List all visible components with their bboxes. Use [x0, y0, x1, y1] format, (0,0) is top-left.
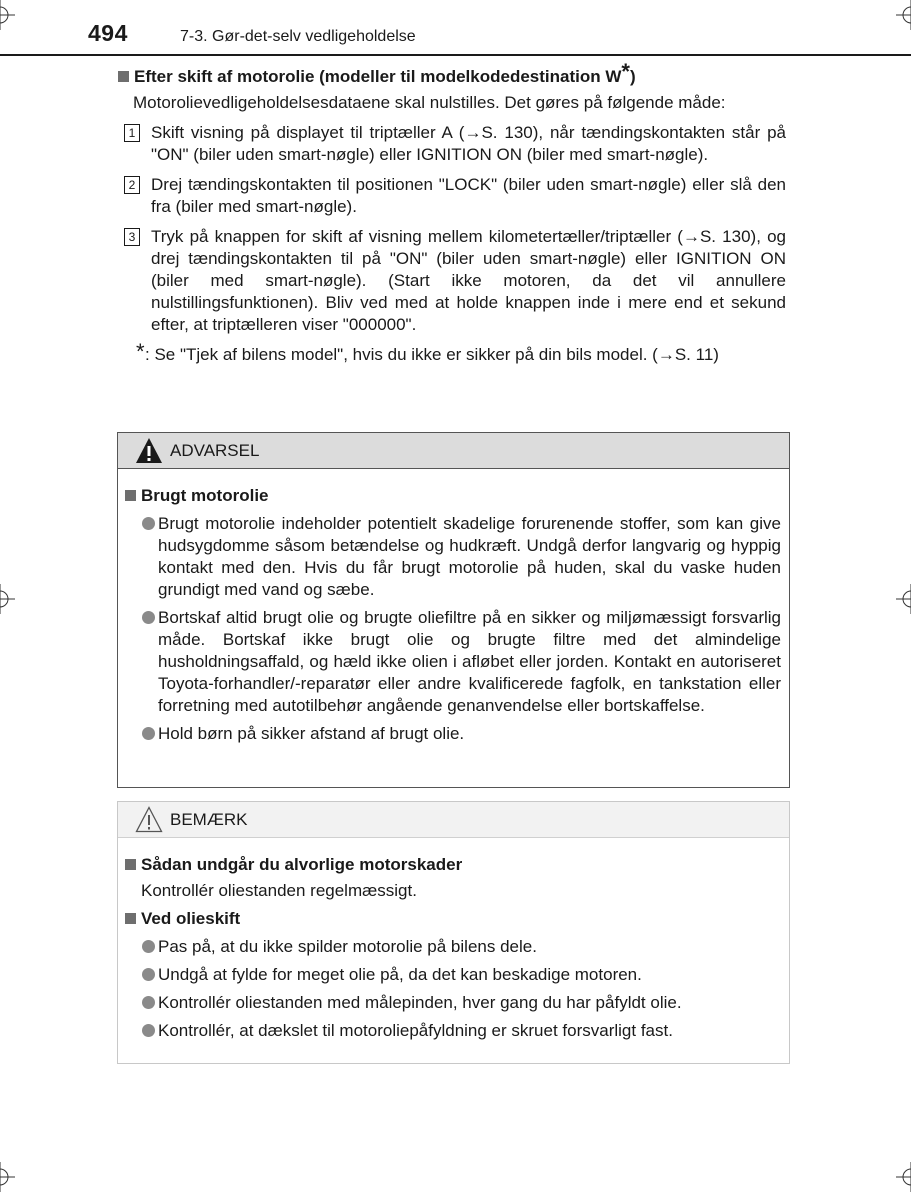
page-number: 494 — [88, 20, 128, 46]
registration-crosshair-icon — [0, 584, 15, 614]
round-bullet-icon — [142, 996, 155, 1009]
footnote — [118, 339, 786, 366]
step-text: Skift visning på displayet til triptæller A (→S. 130), når tændingskontakten står på "ON" (biler uden smart-nøgle) eller IGNITION ON (biler med smart-nøgle). — [151, 123, 786, 164]
warning-body — [118, 469, 789, 745]
registration-crosshair-icon — [0, 1162, 15, 1192]
registration-crosshair-icon — [896, 1162, 911, 1192]
notice-box — [117, 801, 790, 1064]
notice-heading-text: Sådan undgår du alvorlige motorskader — [141, 855, 463, 874]
notice-label: BEMÆRK — [170, 810, 248, 829]
registration-crosshair-icon — [896, 0, 911, 30]
notice-heading — [125, 908, 781, 930]
warning-label: ADVARSEL — [170, 441, 260, 460]
warning-box-header — [118, 433, 789, 469]
list-item-text: Undgå at fylde for meget olie på, da det kan beskadige motoren. — [158, 965, 642, 984]
section-title: 7-3. Gør-det-selv vedligeholdelse — [180, 28, 416, 45]
list-item-text: Pas på, at du ikke spilder motorolie på bilens dele. — [158, 937, 537, 956]
heading-close: ) — [629, 67, 636, 86]
list-item-text: Kontrollér, at dækslet til motoroliepåfyldning er skruet forsvarligt fast. — [158, 1021, 673, 1040]
list-item — [125, 723, 781, 745]
list-item — [125, 992, 781, 1014]
heading-text: Efter skift af motorolie (modeller til modelkodedestination W — [134, 67, 622, 86]
notice-box-header — [118, 802, 789, 838]
warning-heading — [125, 485, 781, 507]
list-item-text: Kontrollér oliestanden med målepinden, hver gang du har påfyldt olie. — [158, 993, 682, 1012]
asterisk-mark: * — [621, 59, 630, 84]
procedure-step — [118, 122, 786, 166]
square-bullet-icon — [125, 490, 136, 501]
step-text: Tryk på knappen for skift af visning mellem kilometertæller/triptæller (→S. 130), og drej tændingskontakten til på "ON" (biler uden smart-nøgle) eller IGNITION ON (biler med smart-nøgle). (Start ikke motoren, da det vil annullere nulstillingsfunktionen). Bliv ved med at holde knappen inde i mere end et sekund efter, at triptælleren viser "000000". — [151, 227, 786, 334]
intro-paragraph: Motorolievedligeholdelsesdataene skal nulstilles. Det gøres på følgende måde: — [133, 93, 726, 112]
warning-triangle-filled-icon — [135, 437, 163, 464]
round-bullet-icon — [142, 1024, 155, 1037]
step-number: 1 — [124, 124, 140, 142]
list-item — [125, 607, 781, 717]
step-number: 2 — [124, 176, 140, 194]
list-item — [125, 513, 781, 601]
warning-heading-text: Brugt motorolie — [141, 486, 269, 505]
round-bullet-icon — [142, 940, 155, 953]
footnote-asterisk: * — [136, 339, 145, 364]
footnote-text: : Se "Tjek af bilens model", hvis du ikke er sikker på din bils model. (→S. 11) — [145, 345, 719, 364]
procedure-step — [118, 174, 786, 218]
section-heading — [118, 59, 786, 88]
list-item-text: Brugt motorolie indeholder potentielt skadelige forurenende stoffer, som kan give hudsygdomme såsom betændelse og hudkræft. Undgå derfor langvarig og hyppig kontakt med den. Hvis du får brugt motorolie på huden, skal du vaske huden grundigt med vand og sæbe. — [158, 514, 781, 599]
registration-crosshair-icon — [0, 0, 15, 30]
notice-text: Kontrollér oliestanden regelmæssigt. — [141, 881, 417, 900]
round-bullet-icon — [142, 968, 155, 981]
warning-list — [125, 513, 781, 745]
notice-heading — [125, 854, 781, 876]
notice-heading-text: Ved olieskift — [141, 909, 241, 928]
square-bullet-icon — [125, 859, 136, 870]
list-item-text: Hold børn på sikker afstand af brugt olie. — [158, 724, 465, 743]
round-bullet-icon — [142, 611, 155, 624]
procedure-step — [118, 226, 786, 336]
list-item-text: Bortskaf altid brugt olie og brugte oliefiltre på en sikker og miljømæssigt forsvarlig måde. Bortskaf ikke brugt olie og brugte filtre med det almindelige husholdningsaffald, og hæld ikke olien i afløbet eller jorden. Kontakt en autoriseret Toyota-forhandler/-reparatør eller andre kvalificerede fagfolk, en tankstation eller forretning med autotilbehør angående genanvendelse eller bortskaffelse. — [158, 608, 781, 715]
notice-list — [125, 936, 781, 1042]
list-item — [125, 964, 781, 986]
square-bullet-icon — [125, 913, 136, 924]
header-divider — [0, 54, 911, 56]
main-content — [118, 59, 786, 366]
warning-box — [117, 432, 790, 788]
square-bullet-icon — [118, 71, 129, 82]
step-number: 3 — [124, 228, 140, 246]
list-item — [125, 1020, 781, 1042]
list-item — [125, 936, 781, 958]
notice-body — [118, 838, 789, 1042]
round-bullet-icon — [142, 517, 155, 530]
round-bullet-icon — [142, 727, 155, 740]
step-text: Drej tændingskontakten til positionen "LOCK" (biler uden smart-nøgle) eller slå den fra (biler med smart-nøgle). — [151, 175, 786, 216]
warning-triangle-outline-icon — [135, 806, 163, 833]
registration-crosshair-icon — [896, 584, 911, 614]
